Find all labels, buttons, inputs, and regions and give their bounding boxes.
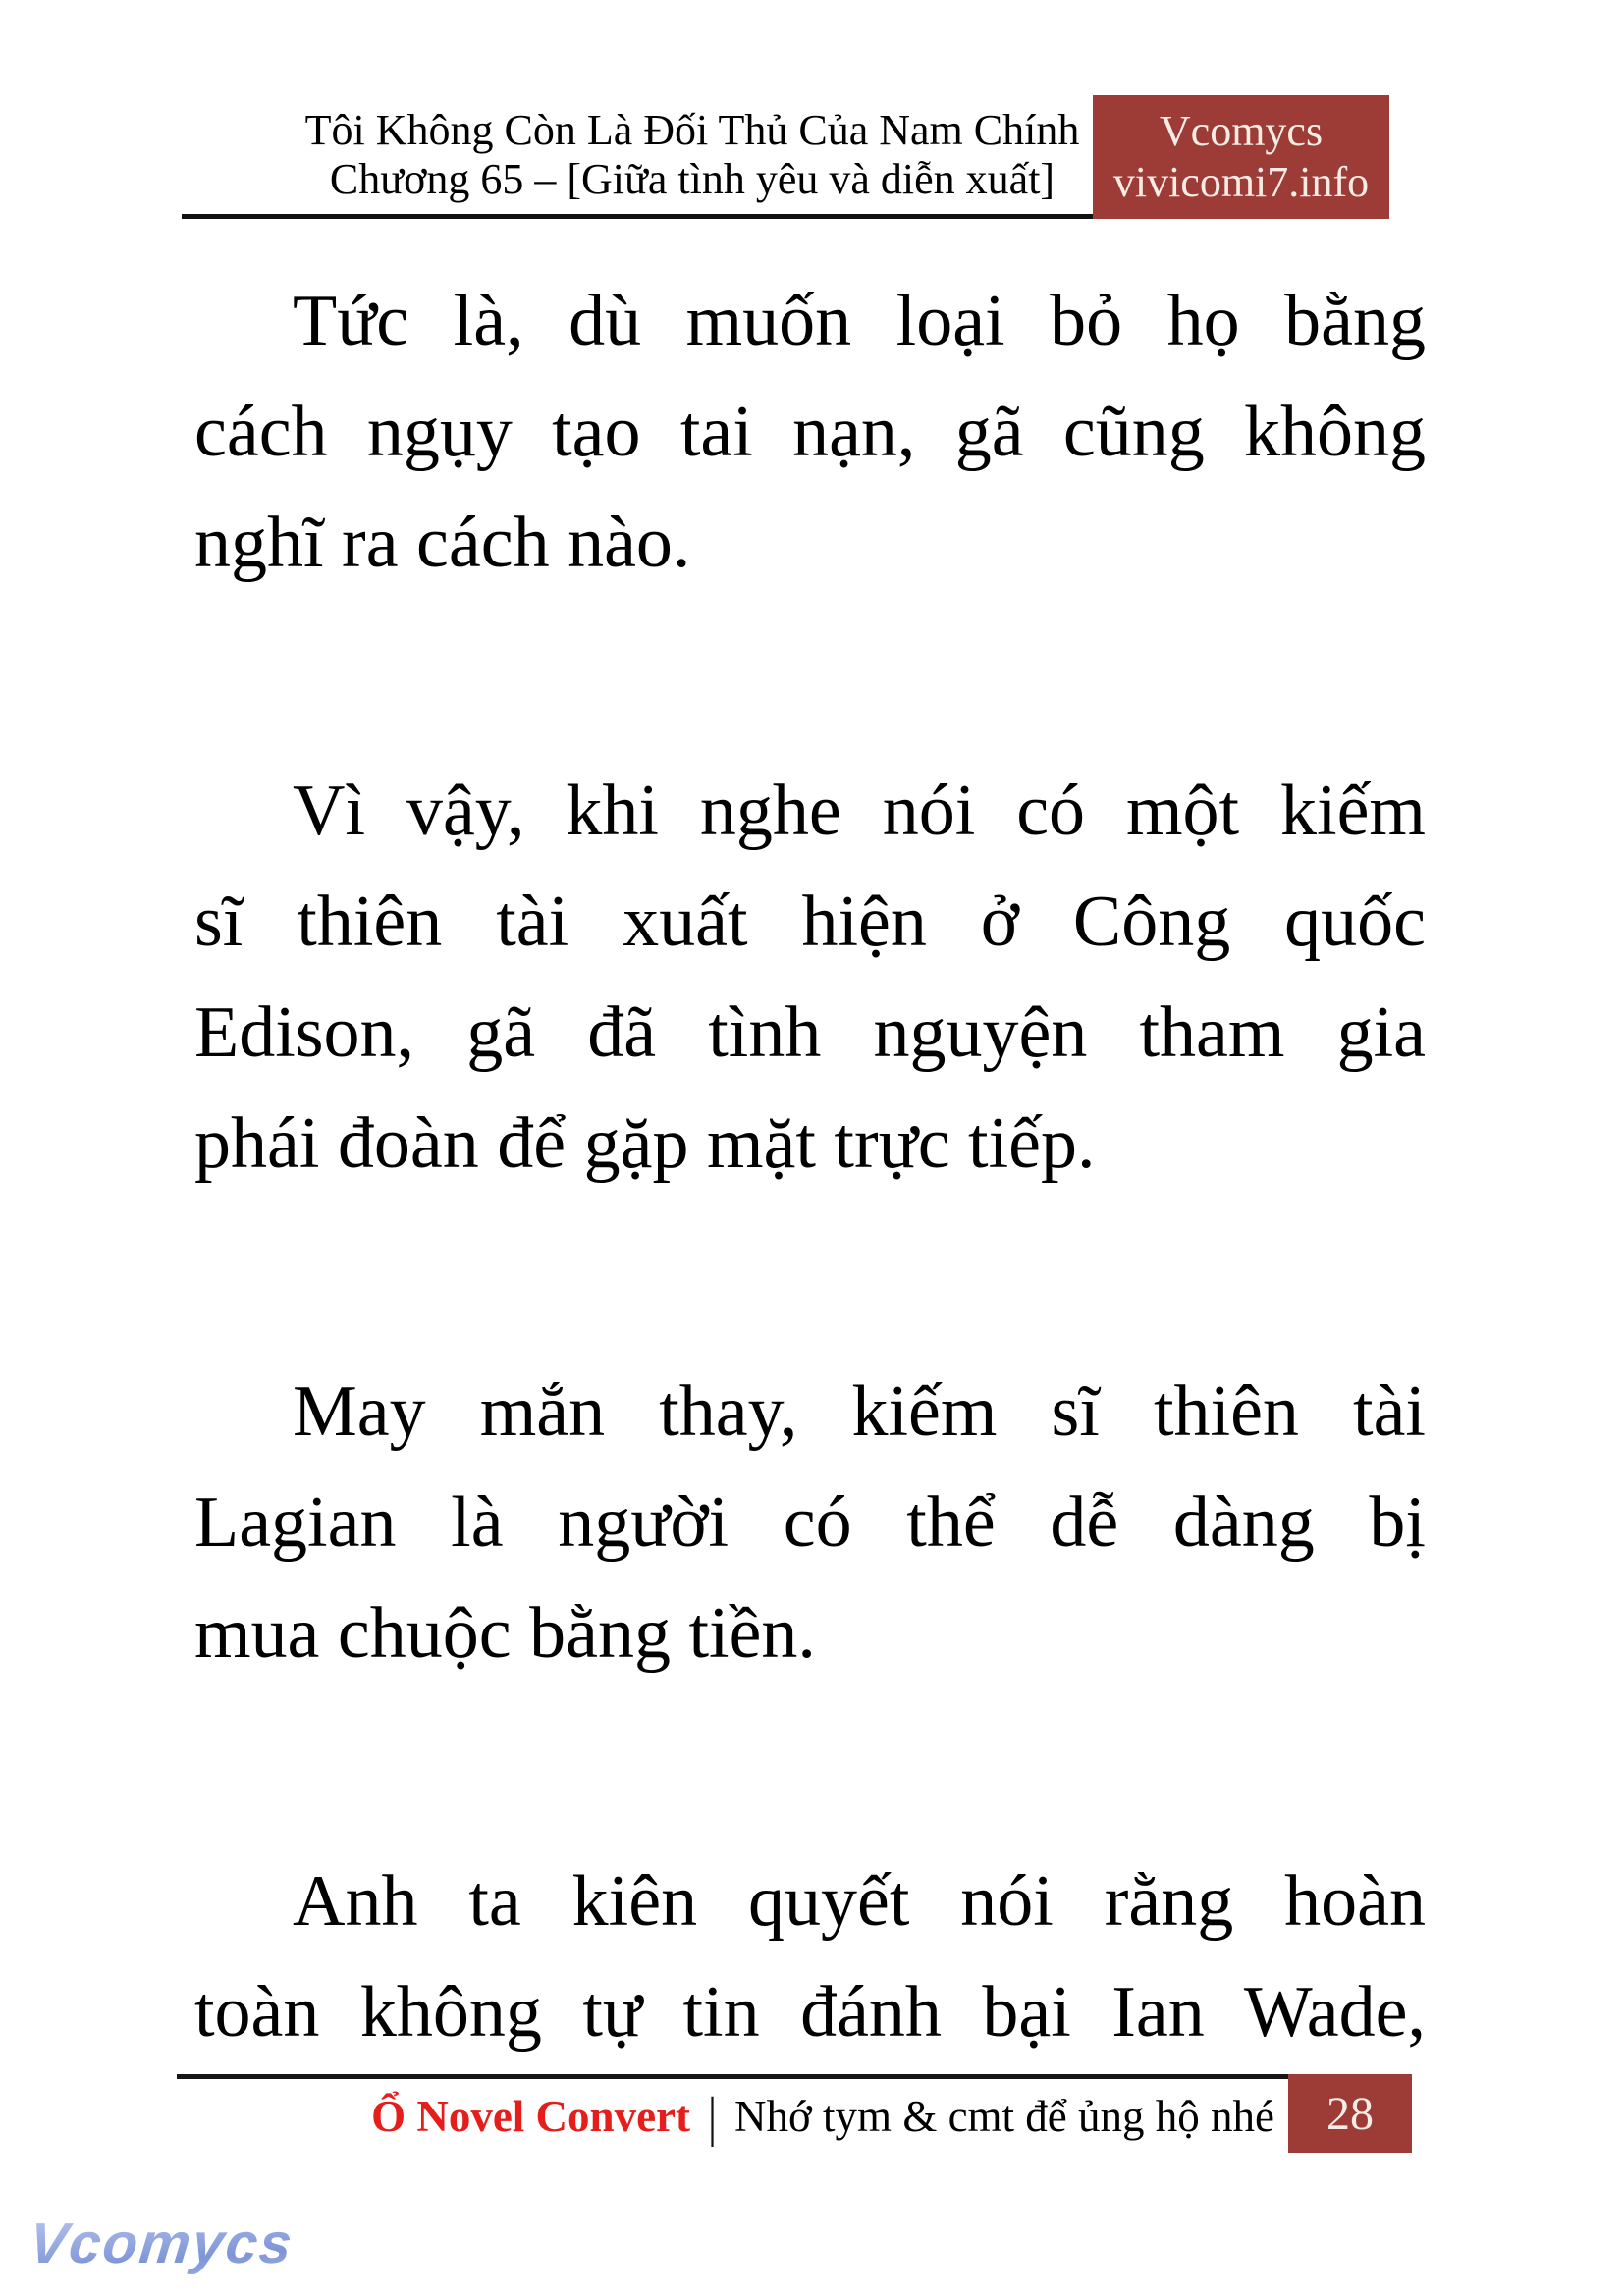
series-title: Tôi Không Còn Là Đối Thủ Của Nam Chính [304,105,1080,154]
translator-badge-name: Vcomycs [1159,107,1324,155]
text-line: Vì vậy, khi nghe nói có một kiếm [293,771,1426,851]
translator-badge-site: vivicomi7.info [1112,158,1370,206]
footer-message: Nhớ tym & cmt để ủng hộ nhé [734,2091,1274,2141]
paragraph [194,1357,1426,1689]
text-line: Tức là, dù muốn loại bỏ họ bằng [293,281,1426,361]
paragraph [194,756,1426,1200]
text-line: nghĩ ra cách nào. [194,503,691,583]
translator-badge [1093,95,1389,219]
footer-brand: Ổ Novel Convert [371,2091,690,2141]
text-line: cách ngụy tạo tai nạn, gã cũng không [194,392,1426,472]
paragraph [194,266,1426,599]
vcomycs-watermark-logo: Vcomycs [26,2212,298,2275]
header-titles [182,95,1093,219]
page-footer [177,2074,1412,2153]
text-line: Anh ta kiên quyết nói rằng hoàn [293,1861,1426,1942]
page-number: 28 [1326,2087,1374,2140]
chapter-body-text [194,266,1426,2068]
text-line: Edison, gã đã tình nguyện tham gia [194,992,1426,1073]
text-line: Lagian là người có thể dễ dàng bị [194,1482,1426,1563]
text-line: toàn không tự tin đánh bại Ian Wade, [194,1972,1426,2053]
footer-credit [177,2074,1288,2153]
text-line: May mắn thay, kiếm sĩ thiên tài [293,1371,1426,1452]
paragraph [194,1846,1426,2068]
page-number-badge [1288,2074,1412,2153]
text-line: sĩ thiên tài xuất hiện ở Công quốc [194,881,1426,962]
text-line: phái đoàn để gặp mặt trực tiếp. [194,1103,1096,1184]
text-line: mua chuộc bằng tiền. [194,1593,816,1674]
footer-separator: | [708,2085,718,2147]
chapter-title: Chương 65 – [Giữa tình yêu và diễn xuất] [329,154,1056,203]
page-header [182,95,1389,219]
